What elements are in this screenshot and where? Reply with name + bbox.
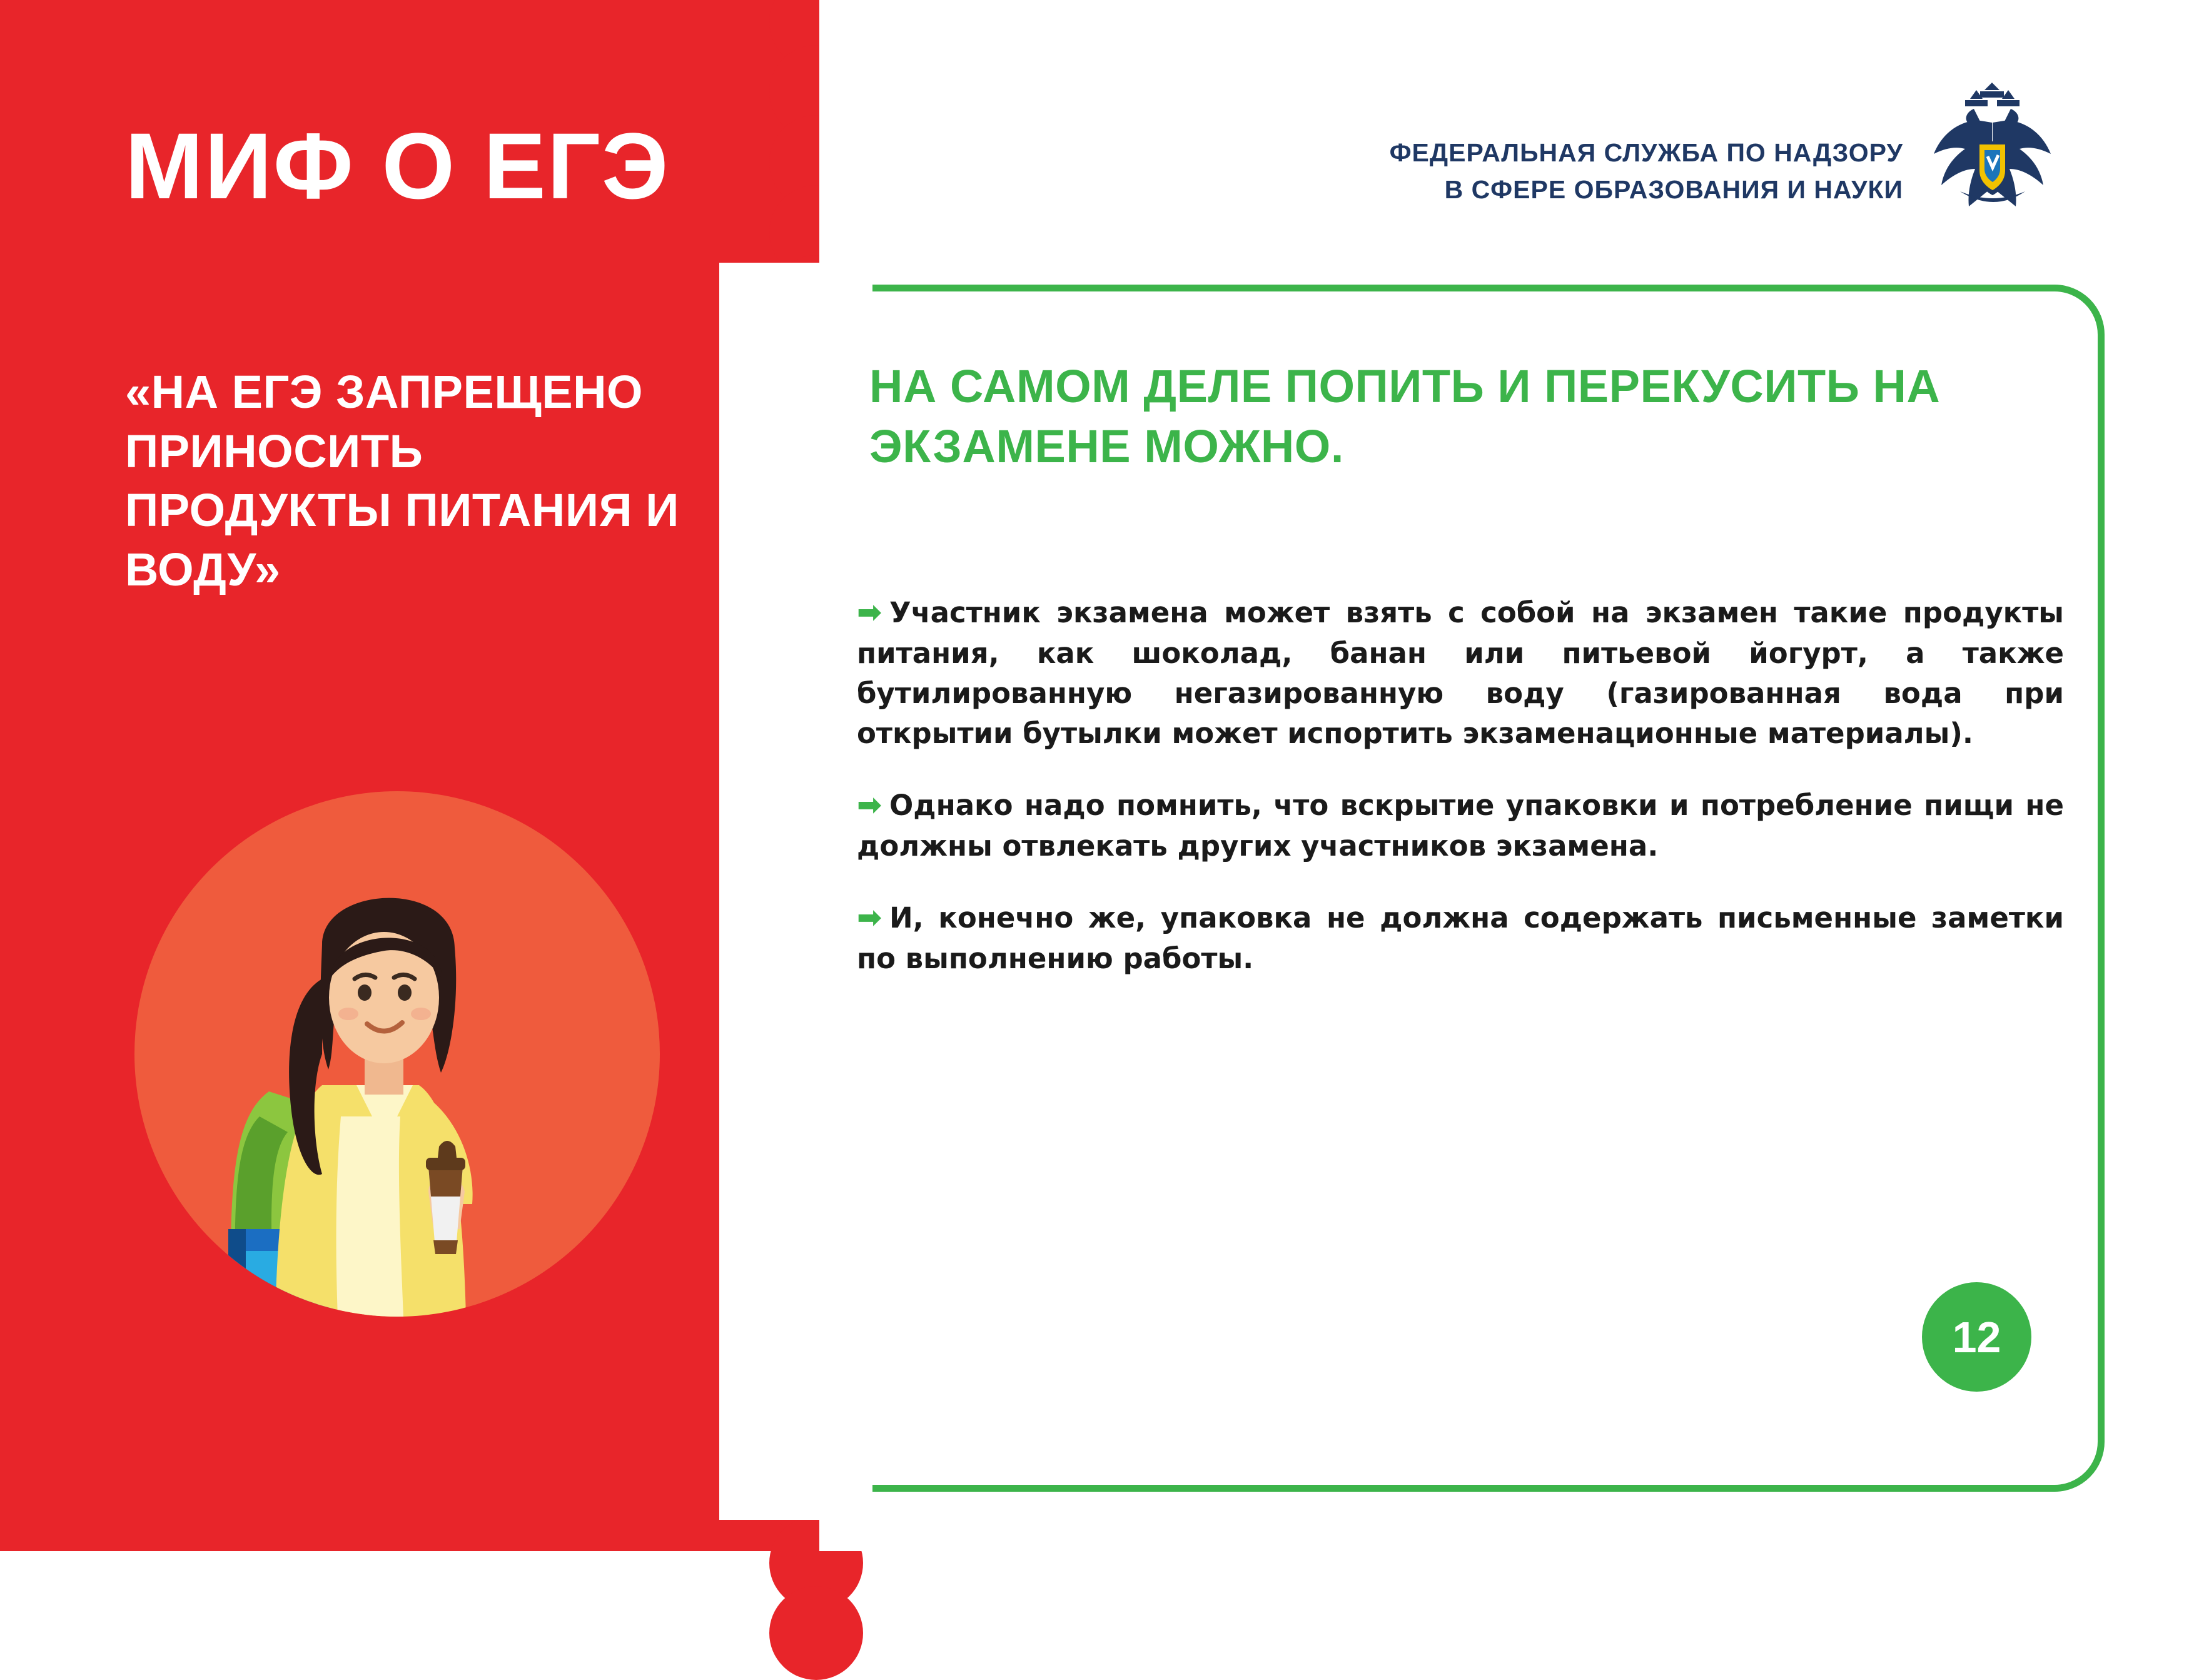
fact-bullet-text: Однако надо помнить, что вскрытие упаковки и потребление пищи не должны отвлекать других участников экзамена.	[857, 788, 2064, 863]
fact-heading: НА САМОМ ДЕЛЕ ПОПИТЬ И ПЕРЕКУСИТЬ НА ЭКЗАМЕНЕ МОЖНО.	[869, 360, 1941, 473]
myth-quote-text: «НА ЕГЭ ЗАПРЕЩЕНО ПРИНОСИТЬ ПРОДУКТЫ ПИТАНИЯ И ВОДУ»	[125, 366, 679, 596]
page-number-badge: 12	[1922, 1282, 2031, 1392]
fact-bullet-text: Участник экзамена может взять с собой на экзамен такие продукты питания, как шоколад, банан или питьевой йогурт, а также бутилированную негазированную воду (газированная вода при открытии бутылки может испортить экзаменационные материалы).	[857, 596, 2064, 750]
fact-bullet-list	[857, 563, 2064, 1009]
student-figure-svg	[134, 791, 660, 1317]
fact-bullet-text: И, конечно же, упаковка не должна содержать письменные заметки по выполнению работы.	[857, 901, 2064, 976]
arrow-right-icon: ➡	[857, 787, 882, 822]
organization-name-line-2: В СФЕРЕ ОБРАЗОВАНИЯ И НАУКИ	[1444, 175, 1903, 205]
fact-bullet-item	[857, 591, 2064, 754]
organization-name-line-1: ФЕДЕРАЛЬНАЯ СЛУЖБА ПО НАДЗОРУ	[1389, 138, 1903, 167]
left-red-panel	[0, 0, 819, 1551]
arrow-right-icon: ➡	[857, 899, 882, 935]
eagle-emblem-svg	[1925, 81, 2060, 216]
page-title: МИФ О ЕГЭ	[125, 113, 670, 218]
fact-bullet-item	[857, 784, 2064, 866]
student-with-coffee-illustration	[134, 791, 660, 1317]
arrow-right-icon: ➡	[857, 595, 882, 630]
organization-name	[1390, 134, 1903, 209]
rosobrnadzor-eagle-emblem-icon	[1925, 81, 2060, 216]
content-box-left-mask	[719, 263, 872, 1520]
illustration-circle-background	[134, 791, 660, 1317]
fact-bullet-item	[857, 896, 2064, 979]
